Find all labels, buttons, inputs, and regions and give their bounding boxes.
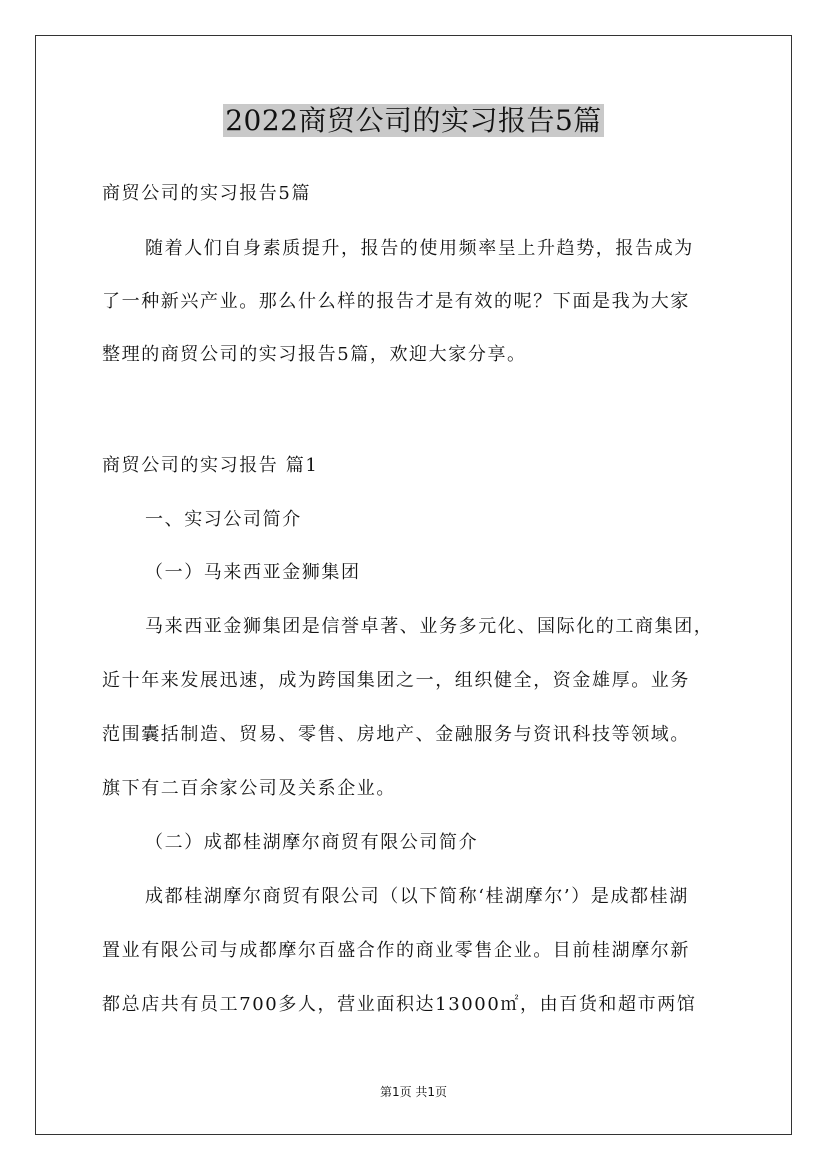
paragraph-line: 旗下有二百余家公司及关系企业。 [102, 778, 396, 799]
subsection-heading: 一、实习公司简介 [145, 509, 302, 530]
paragraph-line: 整理的商贸公司的实习报告5篇，欢迎大家分享。 [102, 344, 527, 365]
document-title-text: 2022商贸公司的实习报告5篇 [225, 104, 602, 137]
paragraph-line: 近十年来发展迅速，成为跨国集团之一，组织健全，资金雄厚。业务 [102, 670, 690, 691]
paragraph-line: 了一种新兴产业。那么什么样的报告才是有效的呢？下面是我为大家 [102, 291, 690, 312]
paragraph-line: 成都桂湖摩尔商贸有限公司（以下简称‘桂湖摩尔’）是成都桂湖 [145, 886, 689, 907]
subsection-heading: （一）马来西亚金狮集团 [145, 562, 361, 583]
paragraph-line: 置业有限公司与成都摩尔百盛合作的商业零售企业。目前桂湖摩尔新 [102, 940, 690, 961]
document-title [0, 100, 827, 142]
section-heading: 商贸公司的实习报告 篇1 [102, 455, 319, 476]
page-footer: 第1页 共1页 [379, 1085, 448, 1099]
subtitle-line: 商贸公司的实习报告5篇 [102, 183, 312, 204]
paragraph-line: 范围囊括制造、贸易、零售、房地产、金融服务与资讯科技等领域。 [102, 724, 690, 745]
subsection-heading: （二）成都桂湖摩尔商贸有限公司简介 [145, 832, 479, 853]
paragraph-line: 马来西亚金狮集团是信誉卓著、业务多元化、国际化的工商集团， [145, 616, 714, 637]
paragraph-line: 随着人们自身素质提升，报告的使用频率呈上升趋势，报告成为 [145, 238, 694, 259]
paragraph-line: 都总店共有员工700多人，营业面积达13000㎡，由百货和超市两馆 [102, 994, 697, 1015]
